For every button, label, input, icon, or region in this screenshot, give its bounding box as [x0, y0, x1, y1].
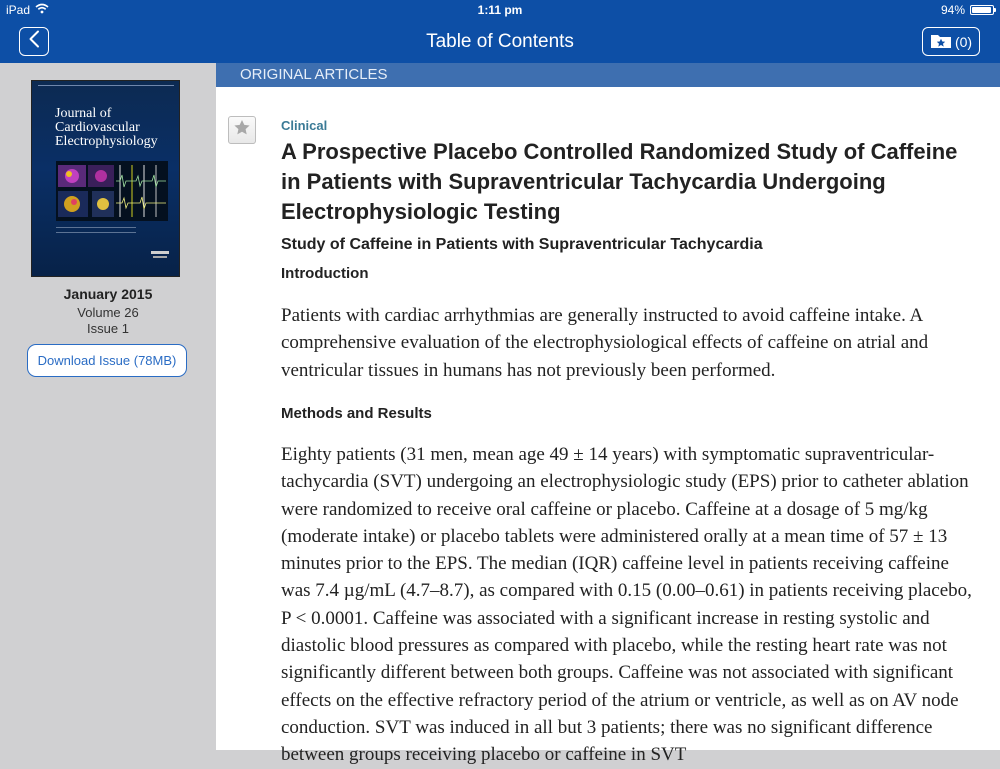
favorites-count: (0)	[954, 33, 973, 50]
article-category: Clinical	[281, 118, 328, 133]
status-time: 1:11 pm	[477, 3, 523, 17]
star-icon	[233, 119, 251, 141]
article-content[interactable]	[216, 87, 1000, 766]
journal-cover[interactable]	[31, 80, 180, 277]
cover-image-panel	[56, 161, 168, 221]
status-bar	[0, 0, 1000, 20]
device-label: iPad	[6, 3, 31, 17]
article-title[interactable]: A Prospective Placebo Controlled Randomized Study of Caffeine in Patients with Supraventricular Tachycardia Undergoing Electrophysiologic Testing	[281, 139, 958, 224]
nav-bar	[0, 20, 1000, 63]
publisher-logo	[149, 249, 171, 264]
favorite-article-button[interactable]	[228, 116, 256, 144]
folder-star-icon	[930, 32, 952, 52]
introduction-heading: Introduction	[281, 265, 369, 282]
cover-title: Journal of Cardiovascular Electrophysiology	[55, 106, 158, 149]
issue-date: January 2015	[63, 286, 153, 302]
section-header: ORIGINAL ARTICLES	[216, 63, 1000, 87]
favorites-button[interactable]	[922, 27, 980, 56]
page-title: Table of Contents	[426, 31, 574, 52]
introduction-text: Patients with cardiac arrhythmias are generally instructed to avoid caffeine intake. A comprehensive evaluation of the electrophysiological effects of caffeine on atrial and ventricular tissues in humans has not previously been performed.	[281, 305, 929, 381]
issue-volume: Volume 26	[77, 305, 139, 320]
download-issue-button[interactable]: Download Issue (78MB)	[27, 344, 187, 377]
battery-icon	[970, 5, 994, 15]
article-short-title: Study of Caffeine in Patients with Supraventricular Tachycardia	[281, 236, 763, 253]
issue-sidebar	[0, 63, 216, 750]
issue-number: Issue 1	[87, 321, 129, 336]
methods-text: Eighty patients (31 men, mean age 49 ± 14 years) with symptomatic supraventricular-tachycardia (SVT) undergoing an electrophysiologic study (EPS) prior to catheter ablation were randomized to receive oral caffeine or placebo. Caffeine at a dosage of 5 mg/kg (moderate intake) or placebo tablets were administered orally at a mean time of 57 ± 13 minutes prior to the EPS. The median (IQR) caffeine level in patients receiving caffeine was 7.4 µg/mL (4.7–8.7), as compared with 0.15 (0.00–0.61) in patients receiving placebo, P < 0.0001. Caffeine was associated with a significant increase in resting systolic and diastolic blood pressures as compared with placebo, while the resting heart rate was not significantly different between both groups. Caffeine was not associated with significant effects on the effective refractory period of the atrium or ventricle, as well as on AV node conduction. SVT was induced in all but 3 patients; there was no significant difference between groups receiving placebo or caffeine in SVT	[281, 444, 972, 766]
battery-percent: 94%	[940, 3, 965, 17]
methods-heading: Methods and Results	[281, 405, 432, 422]
